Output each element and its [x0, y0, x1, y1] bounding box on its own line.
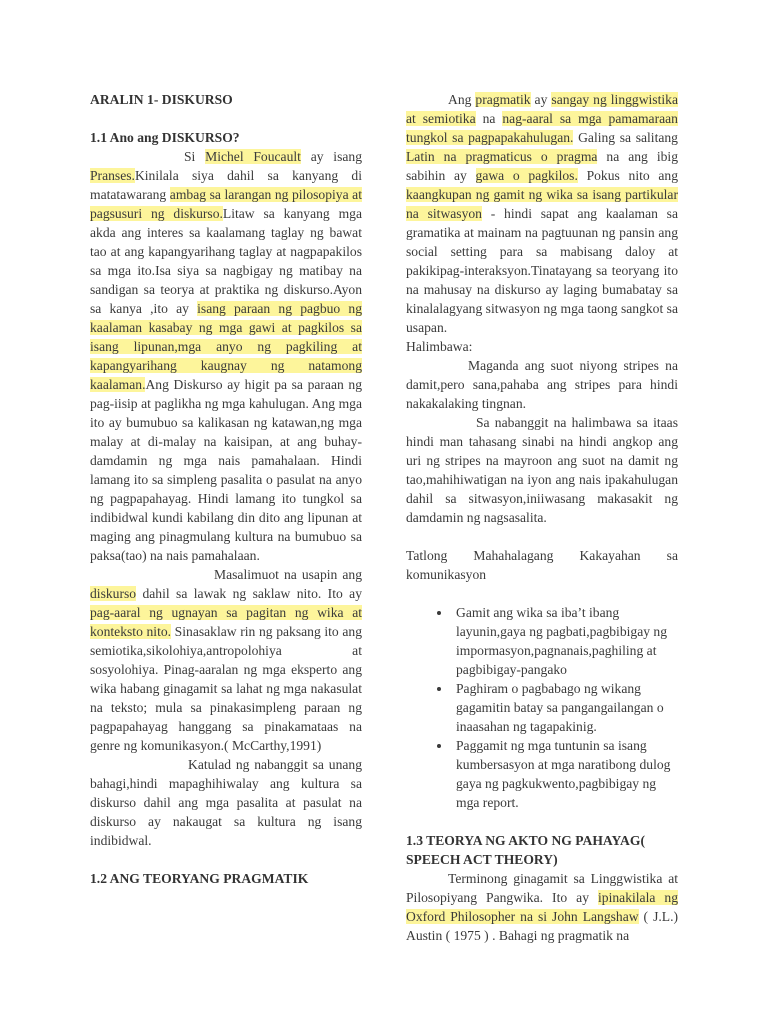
- right-column: [406, 90, 678, 945]
- tatlong-word: Mahahalagang: [473, 548, 554, 563]
- highlighted-text: gawa o pagkilos.: [475, 168, 578, 183]
- text-run: Kinilala siya dahil sa kanyang di matatawarang: [90, 168, 362, 202]
- paragraph-foucault: [90, 147, 362, 565]
- example-text: Maganda ang suot niyong stripes na damit,pero sana,pahaba ang stripes para hindi nakakalaking tingnan.: [406, 358, 678, 411]
- text-run: ( J.L.) Austin ( 1975 ) . Bahagi ng pragmatik na: [406, 909, 678, 943]
- left-column: [90, 90, 362, 888]
- kakayahan-list: [406, 603, 678, 812]
- lesson-title: ARALIN 1- DISKURSO: [90, 92, 233, 107]
- highlighted-text: pag-aaral ng ugnayan sa pagitan ng wika at konteksto nito.: [90, 605, 362, 639]
- list-item: • Paggamit ng mga tuntunin sa isang kumbersasyon at mga naratibong dulog gaya ng pagkukwento,pagbibigay ng mga report.: [452, 736, 678, 812]
- tatlong-word: Tatlong: [406, 548, 448, 563]
- paragraph-speech-act: [406, 869, 678, 945]
- text-run: Pokus nito ang: [577, 168, 678, 183]
- paragraph-masalimuot: [90, 565, 362, 755]
- highlighted-text: nag-aaral sa mga pamamaraan tungkol sa pagpapakahulugan.: [406, 111, 678, 145]
- paragraph-nabanggit: Sa nabanggit na halimbawa sa itaas hindi man tahasang sinabi na hindi angkop ang uri ng stripes na mayroon ang suot na damit ng tao,mahihiwatigan na iyon ang nais ipakahulugan dahil sa sitwasyon,iniiwasang makasakit ng damdamin ng nagsasalita.: [406, 415, 678, 525]
- highlighted-text: ambag sa larangan ng pilosopiya at pagsusuri ng diskurso.: [90, 187, 362, 221]
- section-heading-1-1: 1.1 Ano ang DISKURSO?: [90, 130, 240, 145]
- text-run: Si: [184, 149, 206, 164]
- highlighted-text: Michel Foucault: [205, 149, 301, 164]
- tatlong-word: Kakayahan: [579, 548, 641, 563]
- highlighted-text: kaangkupan ng gamit ng wika sa isang partikular na sitwasyon: [406, 187, 678, 221]
- text-run: ay isang: [300, 149, 362, 164]
- text-run: Ang Diskurso ay higit pa sa paraan ng pag-iisip at paglikha ng mga kahulugan. Ang mga ito ay bumubuo sa kalikasan ng katawan,ng mga malay at di-malay na kaisipan, at ang buhay-damdamin ng mga nais pamahalaan. Hindi lamang ito sa simpleng pasalita o pasulat na anyo ng pagpapahayag. Hindi lamang ito tungkol sa indibidwal kundi kabilang din dito ang lipunan at maging ang pinagmulang kultura na bumubuo sa paksa(tao) na nais pamahalaan.: [90, 377, 362, 563]
- tatlong-word: sa: [666, 548, 678, 563]
- tatlong-heading-end: komunikasyon: [406, 567, 487, 582]
- text-run: Ang: [448, 92, 476, 107]
- text-run: ay: [530, 92, 552, 107]
- highlighted-text: diskurso: [90, 586, 137, 601]
- text-run: Sinasaklaw rin ng paksang ito ang semiotika,sikolohiya,antropolohiya at sosyolohiya. Pinag-aaralan ng mga eksperto ang wika habang ginagamit sa lahat ng mga nakasulat na teksto; mula sa pinakasimpleng paraan ng pagpapahayag hanggang sa pinakamataas na genre ng komunikasyon.( McCarthy,1991): [90, 624, 362, 753]
- highlighted-text: pragmatik: [475, 92, 531, 107]
- list-item: • Gamit ang wika sa iba’t ibang layunin,gaya ng pagbati,pagbibigay ng impormasyon,pagnanais,paghiling at pagbibigay-pangako: [452, 603, 678, 679]
- paragraph-katulad: [90, 755, 362, 850]
- highlighted-text: ipinakilala ng Oxford Philosopher na si John Langshaw: [406, 890, 679, 924]
- text-run: Terminong ginagamit sa Linggwistika at Pilosopiyang Pangwika. Ito ay: [406, 871, 678, 905]
- tatlong-heading-line: [406, 546, 678, 565]
- text-run: - hindi sapat ang kaalaman sa gramatika at mainam na pagtuunan ng pansin ang social setting para sa mabisang daloy at pakikipag-interaksyon.Tinatayang sa teoryang ito na mahusay na diskurso ay laging bumabatay sa kinalalagyang sitwasyon ng mga taong sangkot sa usapan.: [406, 206, 679, 335]
- highlighted-text: Pranses.: [90, 168, 135, 183]
- text-run: dahil sa lawak ng saklaw nito. Ito ay: [136, 586, 362, 601]
- highlighted-text: isang paraan ng pagbuo ng kaalaman kasabay ng mga gawi at pagkilos sa isang lipunan,mga anyo ng pagkiling at kapangyarihang kaugnay ng natamong kaalaman.: [90, 301, 362, 392]
- section-heading-1-3: 1.3 TEORYA NG AKTO NG PAHAYAG( SPEECH ACT THEORY): [406, 833, 645, 867]
- text-run: na: [475, 111, 503, 126]
- highlighted-text: Latin na pragmaticus o pragma: [406, 149, 598, 164]
- text-run: na ang ibig sabihin ay: [406, 149, 678, 183]
- halimbawa-label: Halimbawa:: [406, 339, 473, 354]
- list-item: • Paghiram o pagbabago ng wikang gagamitin batay sa pangangailangan o inaasahan ng tagapakinig.: [452, 679, 678, 736]
- text-run: Galing sa salitang: [573, 130, 678, 145]
- section-heading-1-2: 1.2 ANG TEORYANG PRAGMATIK: [90, 871, 309, 886]
- text-run: Litaw sa kanyang mga akda ang interes sa kaalamang taglay ng bawat tao at ang kapangyarihang taglay at nagpapakilos sa mga ito.Isa siya sa nagbigay ng matibay na sandigan sa teorya at praktika ng diskurso.Ayon sa kanya ,ito ay: [90, 206, 362, 316]
- text-run: Katulad ng nabanggit sa unang bahagi,hindi mapaghihiwalay ang kultura sa diskurso dahil ang mga pasalita at pasulat na diskurso ay nakaugat sa kultura ng isang indibidwal.: [90, 757, 362, 848]
- text-run: Masalimuot na usapin ang: [214, 567, 362, 582]
- paragraph-pragmatik: [406, 90, 678, 337]
- highlighted-text: sangay ng linggwistika at semiotika: [406, 92, 678, 126]
